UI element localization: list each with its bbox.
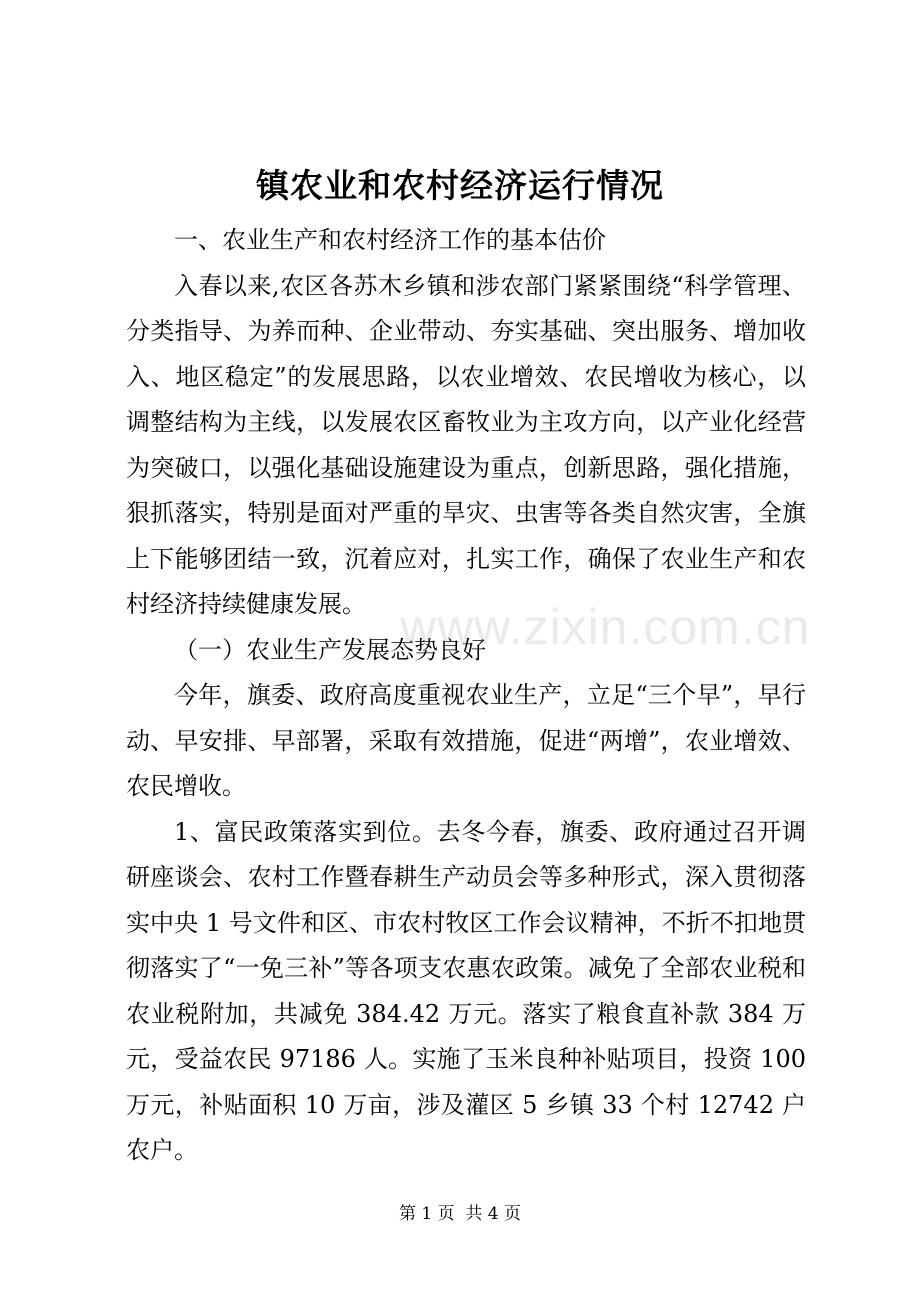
document-title: 镇农业和农村经济运行情况 xyxy=(256,166,664,205)
body-paragraph: 1、富民政策落实到位。去冬今春，旗委、政府通过召开调研座谈会、农村工作暨春耕生产动员会等多种形式，深入贯彻落实中央 1 号文件和区、市农村牧区工作会议精神，不折不扣地贯彻落实了“一免三补”等各项支农惠农政策。减免了全部农业税和农业税附加，共减免 384.42 万元。落实了粮食直补款 384 万元，受益农民 97186 人。实施了玉米良种补贴项目，投资 100 万元，补贴面积 10 万亩，涉及灌区 5 乡镇 33 个村 12742 户农户。 xyxy=(126,817,806,1164)
subsection-heading: （一）农业生产发展态势良好 xyxy=(174,635,486,664)
body-paragraph: 今年，旗委、政府高度重视农业生产，立足“三个早”，早行动、早安排、早部署，采取有效措施，促进“两增”，农业增效、农民增收。 xyxy=(126,681,806,800)
section-heading: 一、农业生产和农村经济工作的基本估价 xyxy=(174,226,606,254)
site-watermark: www.zixin.com.cn xyxy=(400,599,811,655)
body-paragraph: 入春以来,农区各苏木乡镇和涉农部门紧紧围绕“科学管理、分类指导、为养而种、企业带动、夯实基础、突出服务、增加收入、地区稳定”的发展思路，以农业增效、农民增收为核心，以调整结构为主线，以发展农区畜牧业为主攻方向，以产业化经营为突破口，以强化基础设施建设为重点，创新思路，强化措施，狠抓落实，特别是面对严重的旱灾、虫害等各类自然灾害，全旗上下能够团结一致，沉着应对，扎实工作，确保了农业生产和农村经济持续健康发展。 xyxy=(126,271,806,618)
document-body xyxy=(126,218,806,1174)
page-footer: 第 1 页 共 4 页 xyxy=(398,1204,522,1224)
